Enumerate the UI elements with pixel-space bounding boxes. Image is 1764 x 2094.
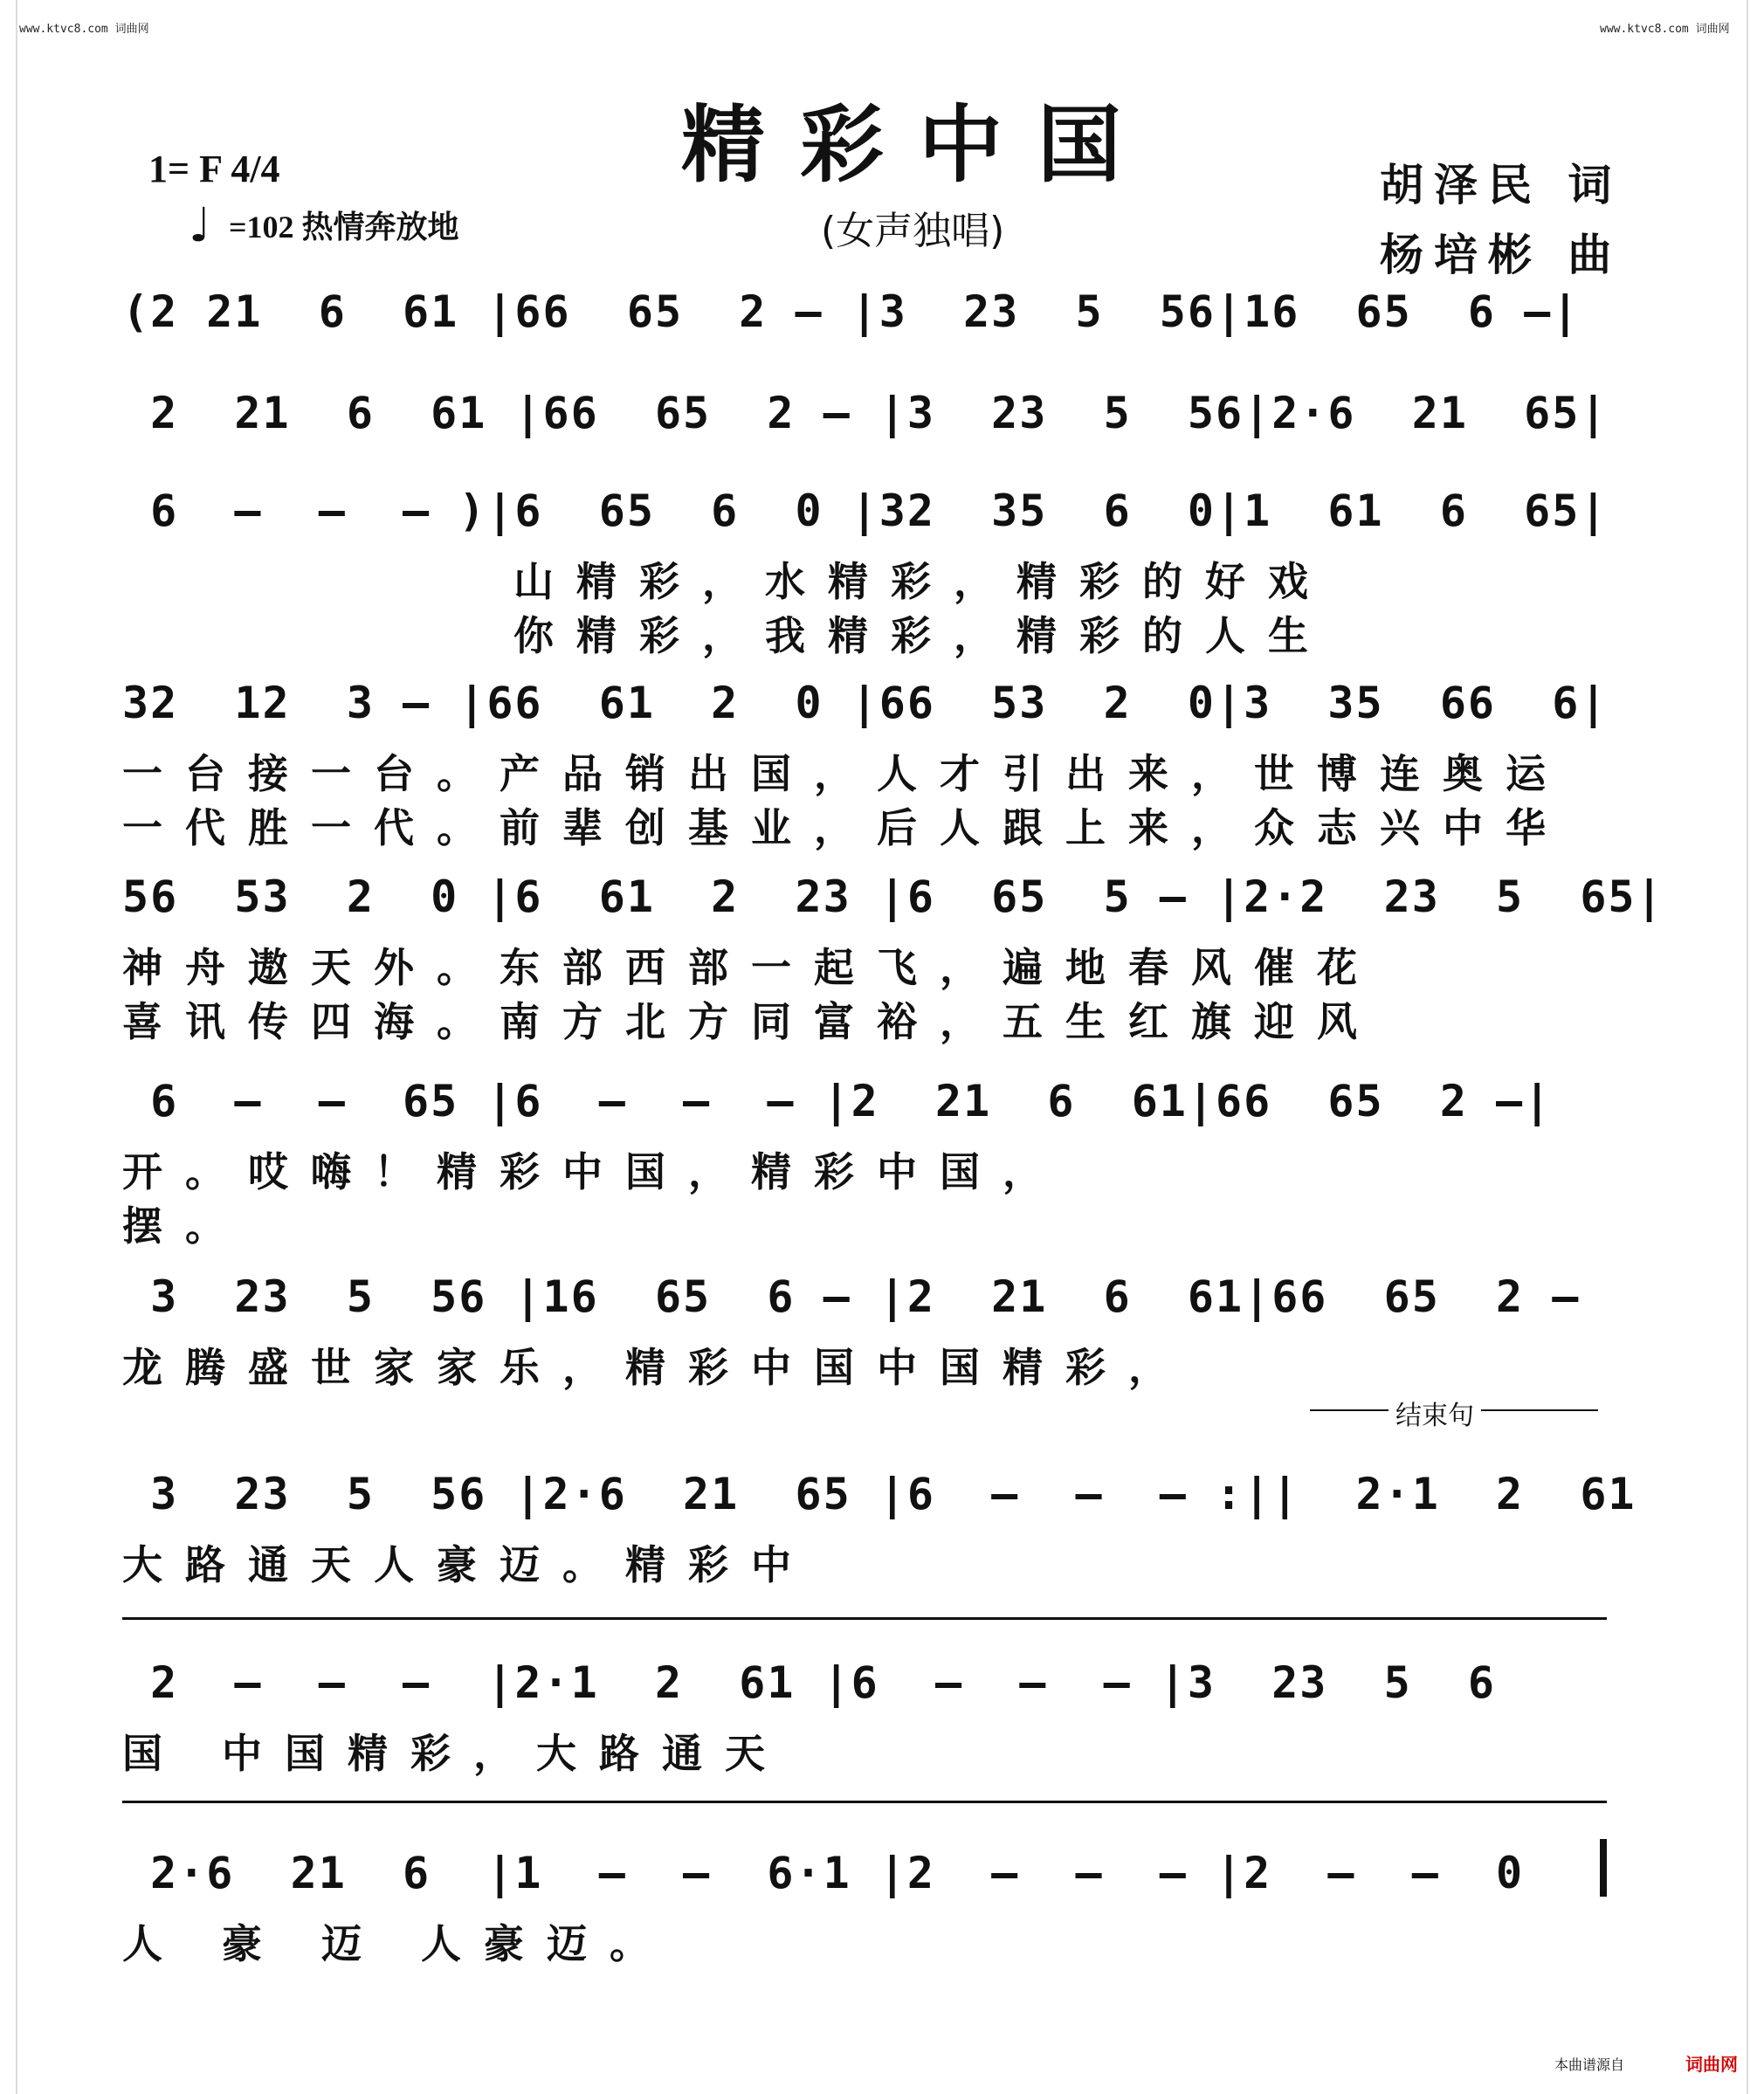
notation-line: 3 23 5 56 |2·6 21 65 |6 — — — :|| 2·1 2 61 <box>122 1469 1637 1519</box>
tempo-marking: =102 热情奔放地 <box>229 210 459 245</box>
section-divider <box>122 1617 1607 1620</box>
score-subtitle: (女声独唱) <box>821 209 1005 253</box>
footer-site-logo[interactable]: 词曲网 <box>1685 2054 1738 2075</box>
notation-line: 2 21 6 61 |66 65 2 — |3 23 5 56|2·6 21 65| <box>122 388 1609 438</box>
lyric-verse-2: 一代胜一代。前辈创基业，后人跟上来，众志兴中华 <box>122 804 1568 851</box>
end-phrase-label: 结束句 <box>1388 1394 1481 1432</box>
notation-line: 2·6 21 6 |1 — — 6·1 |2 — — — |2 — — 0 <box>122 1848 1525 1898</box>
lyric-verse-1: 开。哎嗨！精彩中国，精彩中国， <box>122 1148 1065 1195</box>
notation-line: 6 — — 65 |6 — — — |2 21 6 61|66 65 2 —| <box>122 1076 1553 1126</box>
composer-credit: 杨培彬 曲 <box>1380 230 1623 280</box>
right-margin-strip <box>1747 0 1764 2094</box>
final-barline <box>1600 1839 1607 1897</box>
score-title: 精彩中国 <box>681 95 1156 194</box>
watermark-top-left: www.ktvc8.com 词曲网 <box>19 23 149 36</box>
notation-line: 3 23 5 56 |16 65 6 — |2 21 6 61|66 65 2 — <box>122 1271 1581 1322</box>
lyric-verse-1: 神舟遨天外。东部西部一起飞，遍地春风催花 <box>122 944 1380 991</box>
lyric-verse-1: 龙腾盛世家家乐，精彩中国中国精彩， <box>122 1344 1191 1391</box>
lyric-verse-1: 人 豪 迈 人豪迈。 <box>122 1920 673 1967</box>
notation-line: 56 53 2 0 |6 61 2 23 |6 65 5 — |2·2 23 5 65| <box>122 871 1664 922</box>
lyric-verse-1: 一台接一台。产品销出国，人才引出来，世博连奥运 <box>122 750 1568 797</box>
lyric-verse-2: 摆。 <box>122 1202 248 1250</box>
footer-source-label: 本曲谱源自 <box>1554 2056 1625 2073</box>
lyric-verse-1: 国 中国精彩，大路通天 <box>122 1730 789 1777</box>
quarter-note-icon: ♩ <box>189 197 211 252</box>
notation-line: 32 12 3 — |66 61 2 0 |66 53 2 0|3 35 66 6| <box>122 678 1609 728</box>
notation-line: 6 — — — )|6 65 6 0 |32 35 6 0|1 61 6 65| <box>122 486 1609 536</box>
lyric-verse-1: 大路通天人豪迈。精彩中 <box>122 1541 814 1588</box>
lyricist-credit: 胡泽民 词 <box>1380 160 1623 210</box>
watermark-top-right: www.ktvc8.com 词曲网 <box>1600 23 1730 36</box>
notation-line: (2 21 6 61 |66 65 2 — |3 23 5 56|16 65 6 —| <box>122 286 1581 337</box>
lyric-verse-2: 喜讯传四海。南方北方同富裕，五生红旗迎风 <box>122 998 1380 1045</box>
lyric-verse-1: 山精彩，水精彩，精彩的好戏 <box>513 558 1331 605</box>
lyric-verse-2: 你精彩，我精彩，精彩的人生 <box>513 612 1331 659</box>
section-divider <box>122 1801 1607 1803</box>
left-margin-strip <box>0 0 17 2094</box>
key-signature: 1= F 4/4 <box>148 148 280 190</box>
notation-line: 2 — — — |2·1 2 61 |6 — — — |3 23 5 6 <box>122 1657 1497 1708</box>
